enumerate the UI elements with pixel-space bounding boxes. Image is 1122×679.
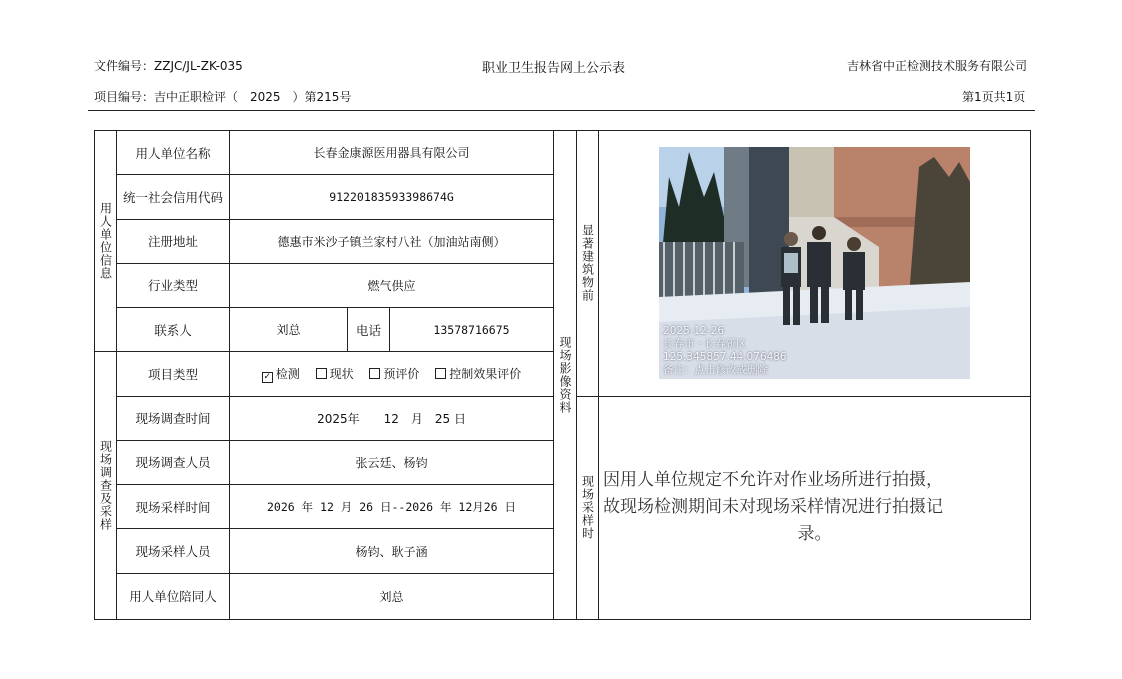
samplers-label: 现场采样人员 [117,529,230,573]
escort-label: 用人单位陪同人 [117,573,230,619]
project-type-control-effect[interactable]: 控制效果评价 [435,367,521,381]
project-type-label: 项目类型 [117,352,230,396]
escort-value: 刘总 [230,573,554,619]
phone-value: 13578716675 [390,308,554,352]
sampling-note-line-1: 因用人单位规定不允许对作业场所进行拍摄， [603,470,944,491]
employer-section-header: 用人单位信息 [95,131,117,352]
document-number: 文件编号：ZZJC/JL-ZK-035 [94,59,243,73]
sampling-note-line-2: 故现场检测期间未对现场采样情况进行拍摄记 [603,497,944,518]
project-number: 项目编号：吉中正职检评（ 2025 ）第215号 [94,90,352,104]
sampling-note-line-3: 录。 [797,524,832,545]
employer-name-value: 长春金康源医用器具有限公司 [230,131,554,175]
sampling-note [599,467,1030,548]
survey-time-label: 现场调查时间 [117,396,230,440]
photo-note: 备注：点击修改或删除 [663,364,769,377]
address-label: 注册地址 [117,219,230,263]
phone-label: 电话 [348,308,390,352]
contact-label: 联系人 [117,308,230,352]
project-type-status[interactable]: 现状 [316,367,354,381]
photo-caption [663,325,787,377]
industry-value: 燃气供应 [230,263,554,307]
checkbox-icon [369,368,380,379]
surveyors-label: 现场调查人员 [117,440,230,484]
credit-code-label: 统一社会信用代码 [117,175,230,219]
project-type-options [230,352,554,396]
survey-section-header: 现场调查及采样 [95,352,117,620]
survey-time-value: 2025年 12 月 25 日 [230,396,554,440]
header-divider [88,110,1035,111]
page-number: 第1页共1页 [962,90,1026,104]
checkbox-icon [316,368,327,379]
samplers-value: 杨钧、耿子涵 [230,529,554,573]
sampling-note-cell [599,396,1031,619]
address-value: 德惠市米沙子镇兰家村八社（加油站南侧） [230,219,554,263]
industry-label: 行业类型 [117,263,230,307]
project-type-pre-evaluation[interactable]: 预评价 [369,367,419,381]
company-name: 吉林省中正检测技术服务有限公司 [847,59,1028,73]
photo-date: 2025-12-26 [663,325,725,338]
project-type-inspection[interactable]: ✓ 检测 [263,366,300,382]
credit-code-value: 91220183593398674G [230,175,554,219]
media-section-header: 现场影像资料 [554,131,577,620]
photo-coordinates: 125.345857,44.076486 [663,351,787,364]
employer-name-label: 用人单位名称 [117,131,230,175]
checkbox-checked-icon: ✓ [263,371,271,382]
sampling-time-label: 现场采样时间 [117,485,230,529]
photo-cell [599,131,1031,397]
document-title: 职业卫生报告网上公示表 [482,61,626,76]
sampling-section-label: 现场采样时 [577,396,599,619]
photo-section-label: 显著建筑物前 [577,131,599,397]
site-photo [659,147,970,379]
surveyors-value: 张云廷、杨钧 [230,440,554,484]
checkbox-icon [435,368,446,379]
contact-value: 刘总 [230,308,348,352]
sampling-time-value: 2026 年 12 月 26 日--2026 年 12月26 日 [230,485,554,529]
disclosure-table [94,130,1031,620]
photo-location: 长春市 · 长春新区 [663,338,747,351]
